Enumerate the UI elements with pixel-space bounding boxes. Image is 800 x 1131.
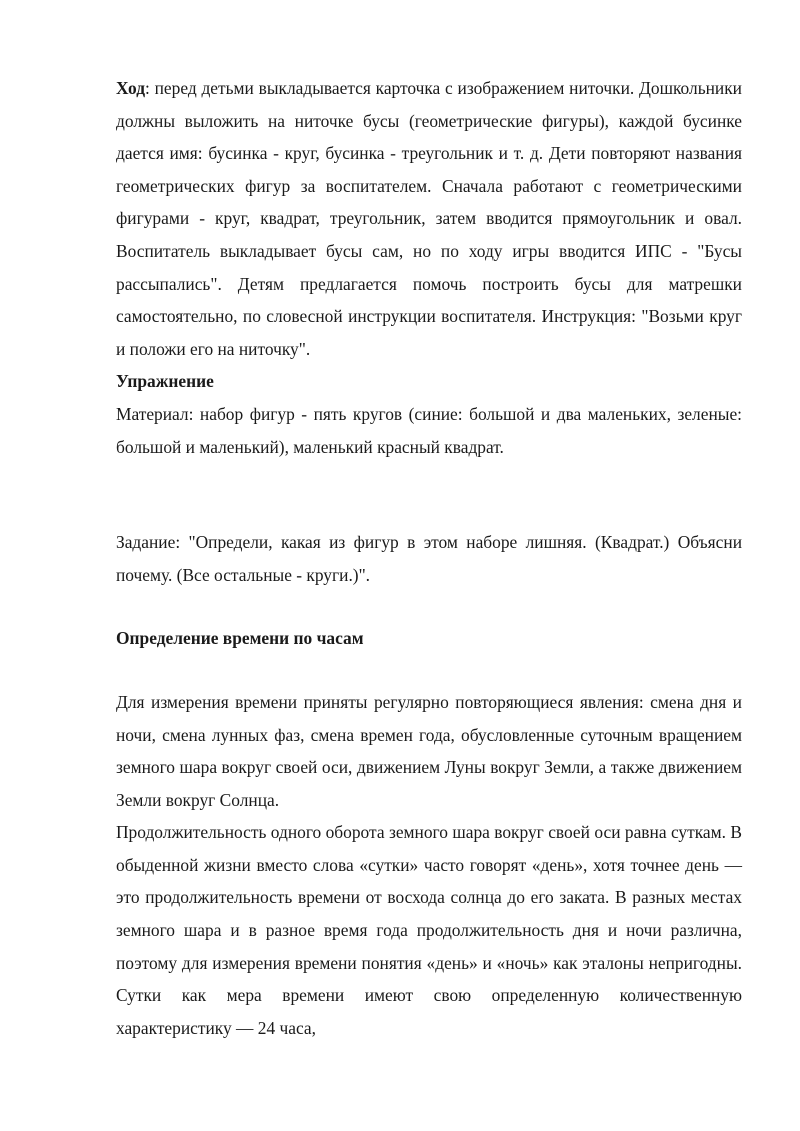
section-heading: Определение времени по часам xyxy=(116,628,364,649)
exercise-heading: Упражнение xyxy=(116,371,214,392)
day-length-paragraph: Продолжительность одного оборота земного шара вокруг своей оси равна суткам. В обыденной жизни вместо слова «сутки» часто говорят «день», хотя точнее день — это продолжительность времени от восхода солнца до его заката. В разных местах земного шара и в разное время года продолжительность дня и ночи различна, поэтому для измерения времени понятия «день» и «ночь» как эталоны непригодны. Сутки как мера времени имеют свою определенную количественную характеристику — 24 часа, xyxy=(116,822,742,1038)
material-paragraph: Материал: набор фигур - пять кругов (синие: большой и два маленьких, зеленые: большой и маленький), маленький красный квадрат. xyxy=(116,403,742,457)
time-measure-paragraph: Для измерения времени приняты регулярно повторяющиеся явления: смена дня и ночи, смена лунных фаз, смена времен года, обусловленные суточным вращением земного шара вокруг своей оси, движением Луны вокруг Земли, а также движением Земли вокруг Солнца. xyxy=(116,691,742,810)
move-text: : перед детьми выкладывается карточка с изображением ниточки. Дошкольники должны выложить на ниточке бусы (геометрические фигуры), каждой бусинке дается имя: бусинка - круг, бусинка - треугольник и т. д. Дети повторяют названия геометрических фигур за воспитателем. Сначала работают с геометрическими фигурами - круг, квадрат, треугольник, затем вводится прямоугольник и овал. Воспитатель выкладывает бусы сам, но по ходу игры вводится ИПС - "Бусы рассыпались". Детям предлагается помочь построить бусы для матрешки самостоятельно, по словесной инструкции воспитателя. Инструкция: "Возьми круг и положи его на ниточку". xyxy=(116,78,742,359)
spacer xyxy=(116,463,742,526)
game-description-paragraph xyxy=(116,72,742,365)
spacer xyxy=(116,591,742,622)
spacer xyxy=(116,655,742,686)
task-paragraph: Задание: "Определи, какая из фигур в этом наборе лишняя. (Квадрат.) Объясни почему. (Все остальные - круги.)". xyxy=(116,532,742,585)
move-label: Ход xyxy=(116,78,146,98)
document-page xyxy=(116,72,742,1044)
